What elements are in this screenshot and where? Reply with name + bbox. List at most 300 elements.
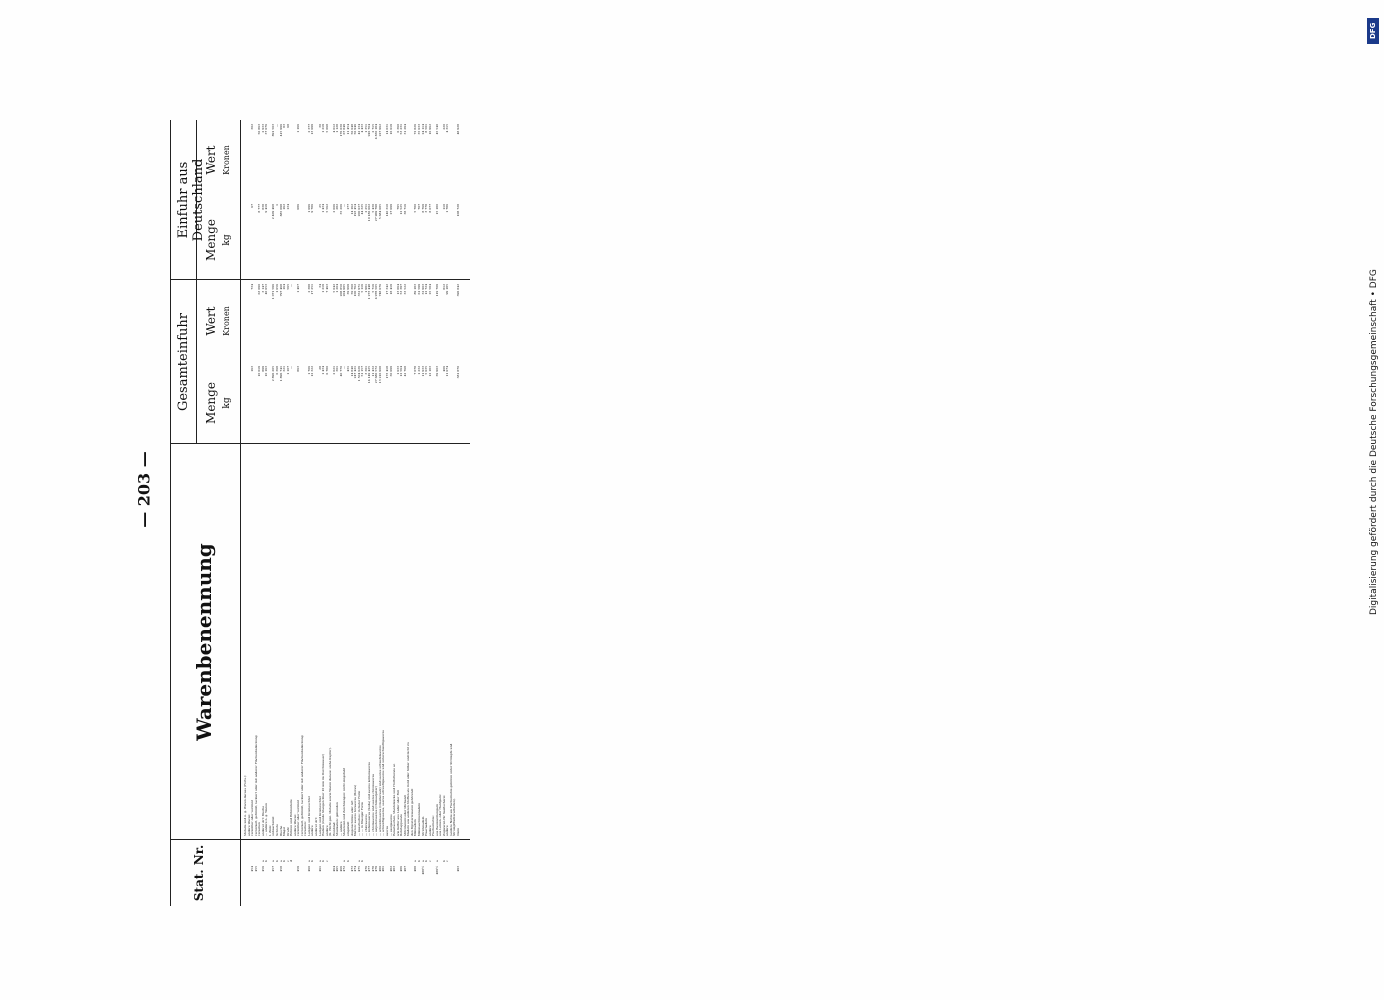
cell-w1: 119 709 (434, 284, 439, 297)
header-wert-de: Wert (204, 145, 218, 175)
cell-m1: 42 768 (402, 366, 407, 377)
header-kg-de: kg (222, 234, 232, 246)
cell-w1: 63 090 (257, 284, 262, 295)
table-body (244, 120, 470, 906)
cell-m2: 27 969 798 (374, 204, 379, 222)
cell-m1: 3 301 (363, 366, 368, 375)
cell-name: — schwefligsaures, saures schwefligsaures und unterschwefligsaures (381, 730, 386, 836)
cell-m2: 1 786 (445, 204, 450, 213)
cell-w2: 6 360 (395, 124, 400, 133)
cell-w2: 68 (285, 124, 290, 128)
cell-m2: 838 (260, 204, 265, 210)
cell-m1: 11 674 (445, 366, 450, 377)
cell-w2: 48 928 (456, 124, 460, 135)
cell-m2: 162 (282, 204, 287, 210)
cell-sub: b (310, 860, 315, 862)
cell-w2: 4 433 (360, 124, 365, 133)
cell-w2: 4 830 184 (374, 124, 379, 140)
cell-w2: 4 012 (331, 124, 336, 133)
cell-sub: a (278, 860, 283, 862)
header-einfuhr-deutschland: Einfuhr aus Deutschland (176, 158, 206, 242)
header-stat-nr: Stat. Nr. (192, 844, 206, 902)
cell-nr: 458 (278, 866, 283, 872)
cell-name: andere (324, 825, 329, 836)
cell-nr: 473 (349, 866, 354, 872)
cell-m1: 28 (317, 366, 322, 370)
cell-w2: 1 219 (321, 124, 326, 133)
cell-m2: 15 180 (434, 204, 439, 215)
cell-w1: 5 042 (331, 284, 336, 293)
cell-w1: 812 (441, 284, 446, 290)
cell-nr: 454 (250, 866, 255, 872)
cell-m2: 5 430 (370, 204, 375, 213)
cell-sub: b (441, 860, 446, 862)
cell-m2: 9 419 (264, 204, 269, 213)
cell-m2: 14 162 (349, 204, 354, 215)
cell-w1: 797 468 (278, 284, 283, 297)
cell-m2: 5 562 (324, 204, 329, 213)
cell-m1: 12 183 (427, 366, 432, 377)
cell-name: Natron: saures borsaures (Borax) (353, 784, 358, 836)
cell-w1: 204 985 (342, 284, 347, 297)
cell-name: andere (427, 825, 432, 836)
cell-w2: 220 (441, 124, 446, 130)
cell-w2: 176 030 (338, 124, 343, 137)
cell-w2: 30 (317, 124, 322, 128)
cell-w1: 3 147 (260, 284, 265, 293)
cell-m2: 44 325 (360, 204, 365, 215)
cell-w1: 33 522 (402, 284, 407, 295)
cell-w2: 42 134 (356, 124, 361, 135)
cell-name: (andere Netze als Fischernetze gehören unter Strümpfe und (448, 743, 453, 836)
cell-sub: a (434, 860, 439, 862)
cell-name: Nadeln aus anderen Stoffen als Gold oder Silber und nicht zu (406, 742, 411, 836)
cell-w2: 37 676 (264, 124, 269, 135)
cell-w2: 45 540 (434, 124, 439, 135)
cell-name: anderer Art: Bleche (260, 805, 265, 836)
header-menge: Menge (204, 382, 218, 424)
cell-w1: 396 842 (456, 284, 460, 297)
table-row (457, 120, 461, 906)
cell-m2: 707 (416, 204, 421, 210)
cell-m2: 8 777 (257, 204, 262, 213)
cell-sub: a (317, 860, 322, 862)
cell-w1: 1 467 (296, 284, 301, 293)
cell-name: — chlorsaures (363, 814, 368, 836)
cell-w2: 11 454 (345, 124, 350, 135)
cell-nr: 474 (353, 866, 358, 872)
cell-name: versehen (257, 822, 262, 836)
cell-nr: 488½ (420, 866, 425, 875)
cell-m1: 12 322 (310, 366, 315, 377)
cell-m1: 11 432 (370, 366, 375, 377)
cell-w1: 99 185 (445, 284, 450, 295)
cell-name: — schwefelsaures (Glaubersalz) und saures schwefelsaures (377, 745, 382, 836)
cell-name: vernickelt, gefirnißt, lackiert oder mit anderer Flächenbedeckung (253, 735, 258, 836)
cell-nr: 459 (296, 866, 301, 872)
cell-w1: 1 981 (363, 284, 368, 293)
cell-sub: c (445, 860, 450, 862)
dfg-logo: DFG (1367, 18, 1379, 44)
cell-sub: c (324, 860, 329, 862)
cell-m1: 1 504 626 (356, 366, 361, 382)
cell-nr: 478 (370, 866, 375, 872)
cell-m1: 406 (441, 366, 446, 372)
cell-sub: a (413, 860, 418, 862)
cell-m1: 321 (282, 366, 287, 372)
cell-m2: 35 206 (338, 204, 343, 215)
cell-name: Haarnadeln (424, 818, 429, 836)
cell-w1: 565 (285, 284, 290, 290)
cell-w2: 8 501 (424, 124, 429, 133)
cell-m2: 2 006 (331, 204, 336, 213)
cell-w2: 72 826 (413, 124, 418, 135)
cell-m1: 14 840 (349, 366, 354, 377)
header-bottom-rule (240, 120, 241, 906)
cell-name: (K. Nicht gen. Metalle sowie Waren daraus: siehe Kupfer). (328, 747, 333, 836)
cell-name: — essigsaures (388, 814, 393, 836)
cell-nr: 479 (374, 866, 379, 872)
cell-name: Nägel (282, 826, 287, 836)
cell-w2: 2 715 (370, 124, 375, 133)
cell-m1: 30 699 (388, 366, 393, 377)
cell-w1: 1 204 (335, 284, 340, 293)
cell-nr: 483 (392, 866, 397, 872)
cell-name: saures (385, 825, 389, 836)
cell-w1: 59 360 (349, 284, 354, 295)
cell-name: versehen: (303, 821, 308, 836)
cell-name: Augenschirme aller Art (349, 800, 354, 836)
cell-name: den Bijouteriewaren gehörend: (409, 788, 414, 836)
cell-m2: 12 525 (399, 204, 404, 215)
cell-nr: 465 (335, 866, 340, 872)
cell-w1: 352 971 (356, 284, 361, 297)
cell-w2: 53 231 (399, 124, 404, 135)
cell-w1: 17 251 (310, 284, 315, 295)
cell-nr: 476 (363, 866, 368, 872)
cell-w1: 164 (282, 284, 287, 290)
cell-m1: 27 680 572 (374, 366, 379, 384)
cell-m1: 1 107 (285, 366, 290, 375)
cell-name: Bleche (278, 825, 283, 836)
cell-w2: 916 704 (367, 124, 372, 137)
cell-m2: 10 186 602 (367, 204, 372, 222)
cell-m2: 200 637 (356, 204, 361, 217)
cell-w2: 56 648 (349, 124, 354, 135)
cell-name: Fischernetze: (431, 815, 436, 836)
cell-nr: 487 (402, 866, 407, 872)
cell-m1: 863 (296, 366, 301, 372)
cell-w1: 734 (250, 284, 255, 290)
cell-m1: 1 232 (416, 366, 421, 375)
cell-m2: 1 434 (321, 204, 326, 213)
cell-w2: 2 933 (260, 124, 265, 133)
cell-name: — kaustisches: in fester Form (356, 790, 361, 836)
cell-sub: a (356, 860, 361, 862)
cell-nr: 475 (356, 866, 361, 872)
cell-w1: 53 397 (399, 284, 404, 295)
cell-sub: a (306, 860, 311, 862)
cell-m2: 177 (345, 204, 350, 210)
cell-nr: 455 (253, 866, 258, 872)
cell-m2: 108 728 (456, 204, 460, 217)
cell-name: verzollter oder verzinnt (250, 800, 255, 836)
cell-name: vernickelt, gefirnißt, lackiert oder mit anderer Flächenbedeckung (299, 735, 304, 836)
cell-name: Lampen und Kronleuchter (317, 795, 322, 836)
cell-w2: 1 128 (335, 124, 340, 133)
cell-m1: 1 896 741 (278, 366, 283, 382)
cell-name: — salpetersaures (Chilesalpeter) (374, 786, 379, 836)
cell-m2: 134 (285, 204, 290, 210)
cell-nr: 460 (306, 866, 311, 872)
page-number: — 203 — (134, 451, 154, 528)
header-kronen: Kronen (222, 306, 231, 336)
cell-m1: 6 780 (324, 366, 329, 375)
cell-nr: 461 (317, 866, 322, 872)
cell-name: andere Waren: (246, 813, 251, 836)
cell-w1: 32 903 (420, 284, 425, 295)
header-warenbenennung: Warenbenennung (192, 543, 216, 741)
dfg-text: Digitalisierung gefördert durch die Deutsche Forschungsgemeinschaft • DFG (1369, 269, 1379, 615)
cell-w2: 24 114 (420, 124, 425, 135)
cell-name: Malereien und Zeichnungen: nicht eingefaßt (342, 767, 347, 836)
cell-m1: 6 368 (274, 366, 279, 375)
cell-w1: 34 (317, 284, 322, 288)
table-top-rule (170, 120, 171, 906)
header-kg: kg (222, 397, 232, 409)
cell-m2: 5 684 685 (377, 204, 382, 220)
cell-w2: 16 962 (427, 124, 432, 135)
cell-name: eingefaßt (345, 821, 350, 836)
cell-w2: 31 294 (402, 124, 407, 135)
cell-w2: 83 (282, 124, 287, 128)
cell-w2: 14 031 (385, 124, 389, 135)
cell-nr: 486 (399, 866, 404, 872)
cell-w2: 56 946 (353, 124, 358, 135)
cell-m1: — (342, 366, 347, 369)
cell-m1: 1 633 (395, 366, 400, 375)
cell-m1: 7 078 (413, 366, 418, 375)
cell-name: Metalle und n. g. Waren daraus (Forts.): (243, 774, 247, 836)
cell-m1: 5 635 (424, 366, 429, 375)
cell-m1: 381 870 (456, 366, 460, 379)
cell-sub: b (360, 860, 365, 862)
cell-name: Mitrobenzol oder Mirbanöl (402, 794, 407, 836)
cell-m1: 39 903 (434, 366, 439, 377)
cell-name: Walzen (runde Stangen über 10 mm im Durchmesser) (321, 753, 326, 836)
cell-m2: 8 077 (427, 204, 432, 213)
cell-w1: — (289, 284, 294, 287)
cell-name: unbearbeitet (271, 816, 276, 836)
cell-m2: 9 786 (310, 204, 315, 213)
cell-m2: 795 (395, 204, 400, 210)
cell-sub: a (420, 860, 425, 862)
cell-m2: 67 (250, 204, 255, 208)
cell-w1: 12 724 (424, 284, 429, 295)
cell-nr: 472 (342, 866, 347, 872)
cell-m2: 1 696 (306, 204, 311, 213)
cell-w1: 7 463 (324, 284, 329, 293)
cell-m2: 282 (335, 204, 340, 210)
cell-nr: 488 (413, 866, 418, 872)
cell-w2: — (274, 124, 279, 127)
cell-m1: 2 021 (331, 366, 336, 375)
cell-m1: 13 216 908 (377, 366, 382, 384)
cell-m2: 1 (274, 204, 279, 206)
cell-w2: 1 351 (363, 124, 368, 133)
cell-m1: 2 896 205 (271, 366, 276, 382)
cell-w2: 4 315 (445, 124, 450, 133)
cell-name: wie Koffer aus Leder oder Fell (395, 789, 400, 836)
cell-sub: a (342, 860, 347, 862)
cell-name: aus Leinen- oder Hanfgarn: (438, 794, 443, 836)
cell-m2: 3 778 (424, 204, 429, 213)
cell-m2: — (342, 204, 347, 207)
cell-name: — andere (338, 821, 343, 836)
header-gesamteinfuhr: Gesamteinfuhr (176, 312, 191, 412)
cell-m1: 301 (335, 366, 340, 372)
cell-sub: d (289, 860, 294, 862)
cell-sub: a (260, 860, 265, 862)
cell-m2: 2 251 (363, 204, 368, 213)
cell-m1: 51 157 (360, 366, 365, 377)
cell-nr: 493 (456, 866, 460, 872)
cell-sub: b (274, 860, 279, 862)
cell-nr: 489½ (434, 866, 439, 875)
cell-name: andere (310, 825, 315, 836)
cell-w1: 5 116 (360, 284, 365, 293)
cell-name: Strumpfflußterarbeiten). (452, 798, 457, 836)
cell-name: Nähmaschinennadeln (416, 802, 421, 836)
cell-w2: 16 619 (388, 124, 393, 135)
cell-name: anderer Art: (314, 817, 318, 836)
cell-w1: 748 676 (377, 284, 382, 297)
cell-nr: 482 (388, 866, 393, 872)
cell-name: aus Baumwollengarn (434, 803, 439, 836)
cell-w1: 100 762 (353, 284, 358, 297)
cell-nr: 480 (377, 866, 382, 872)
cell-sub: b (321, 860, 326, 862)
cell-nr: 457 (271, 866, 276, 872)
cell-nr: 481 (381, 866, 386, 872)
cell-w1: 1 656 (274, 284, 279, 293)
cell-w2: 5 068 (324, 124, 329, 133)
cell-w1: 40 653 (264, 284, 269, 295)
cell-w1: 17 342 (385, 284, 389, 295)
cell-w1: 5 716 (370, 284, 375, 293)
cell-m2: 885 098 (278, 204, 283, 217)
cell-w2: 56 863 (257, 124, 262, 135)
cell-m2: 38 716 (402, 204, 407, 215)
cell-w1: 25 584 (427, 284, 432, 295)
cell-sub: b (424, 860, 429, 862)
cell-w1: 18 419 (388, 284, 393, 295)
cell-w2: 227 962 (377, 124, 382, 137)
cell-nr: 456 (260, 866, 265, 872)
cell-m2: 140 310 (385, 204, 389, 217)
cell-m2: 2 409 468 (271, 204, 276, 220)
cell-w1: 208 850 (338, 284, 343, 297)
cell-name: Draht (285, 827, 290, 836)
cell-name: Reisetaschen, Mantelsäcke und Hutfutterale so (392, 763, 397, 836)
cell-name: Lampen und Kronleuchter (306, 795, 311, 836)
cell-name: Olein (456, 827, 460, 836)
cell-m2: 25 (317, 204, 322, 208)
cell-m1: — (289, 366, 294, 369)
cell-name: — chromsaures und saures chromsaures (370, 773, 375, 836)
header-kronen-de: Kronen (222, 145, 231, 175)
cell-name: Musikalien: gebunden (335, 802, 340, 836)
cell-sub: b (282, 860, 287, 862)
header-wert: Wert (204, 306, 218, 336)
cell-w1: 1 219 (321, 284, 326, 293)
cell-nr: 464 (331, 866, 336, 872)
cell-m1: 10 163 (264, 366, 269, 377)
cell-m1: 899 (260, 366, 265, 372)
cell-w1: 39 969 (345, 284, 350, 295)
cell-sub: b (264, 860, 269, 862)
cell-m1: 247 421 (353, 366, 358, 379)
cell-m1: 12 564 (399, 366, 404, 377)
cell-sub: b (345, 860, 350, 862)
cell-m1: 431 (345, 366, 350, 372)
cell-sub: b (416, 860, 421, 862)
cell-name: Bohrlapparate (399, 814, 404, 836)
cell-name: — andere n. g. Waren (264, 803, 269, 836)
cell-w1: 4 978 505 (374, 284, 379, 300)
cell-name: Stricknadeln (420, 816, 425, 836)
cell-w1: 13 064 (395, 284, 400, 295)
cell-w1: 1 273 448 (367, 284, 372, 300)
cell-m1: 1 434 (321, 366, 326, 375)
cell-w2: 35 633 (416, 124, 421, 135)
cell-sub: a (271, 860, 276, 862)
cell-name: Wunblad (331, 822, 336, 836)
cell-w2: 67 849 (342, 124, 347, 135)
cell-m1: 163 (250, 366, 255, 372)
cell-m2: 8 769 (420, 204, 425, 213)
header-menge-de: Menge (204, 219, 218, 261)
cell-w1: 61 599 (416, 284, 421, 295)
cell-name: verzollter oder verzinnt (296, 800, 301, 836)
cell-nr: 466 (338, 866, 343, 872)
cell-m1: 14 149 425 (367, 366, 372, 384)
cell-m1: 1 706 (306, 366, 311, 375)
cell-w2: 2 377 (306, 124, 311, 133)
cell-name: — — in flüssiger Form (360, 802, 365, 836)
cell-name: I. Zink: (267, 825, 272, 836)
dfg-watermark (1364, 10, 1384, 615)
cell-m2: 27 699 (388, 204, 393, 215)
cell-m2: 110 (441, 204, 446, 210)
cell-m2: 5 780 (413, 204, 418, 213)
cell-m1: 10 019 (257, 366, 262, 377)
cell-w2: 891 503 (271, 124, 276, 137)
cell-name: Nähnadeln (413, 819, 418, 836)
cell-m2: 193 454 (353, 204, 358, 217)
cell-m1: 173 418 (385, 366, 389, 379)
cell-m1: 11 933 (420, 366, 425, 377)
cell-name: — kohlensaures (Soda) und saures kohlensaures (367, 762, 372, 836)
rotated-table (170, 120, 470, 906)
cell-nr: 477 (367, 866, 372, 872)
cell-name: Zugwaren für Seefischerei (441, 795, 446, 836)
cell-m1: 40 770 (338, 366, 343, 377)
cell-w2: 1 166 (296, 124, 301, 133)
cell-w1: 1 071 596 (271, 284, 276, 300)
cell-name: Röhren und Röhrenteile (289, 799, 294, 836)
cell-w1: 89 183 (413, 284, 418, 295)
